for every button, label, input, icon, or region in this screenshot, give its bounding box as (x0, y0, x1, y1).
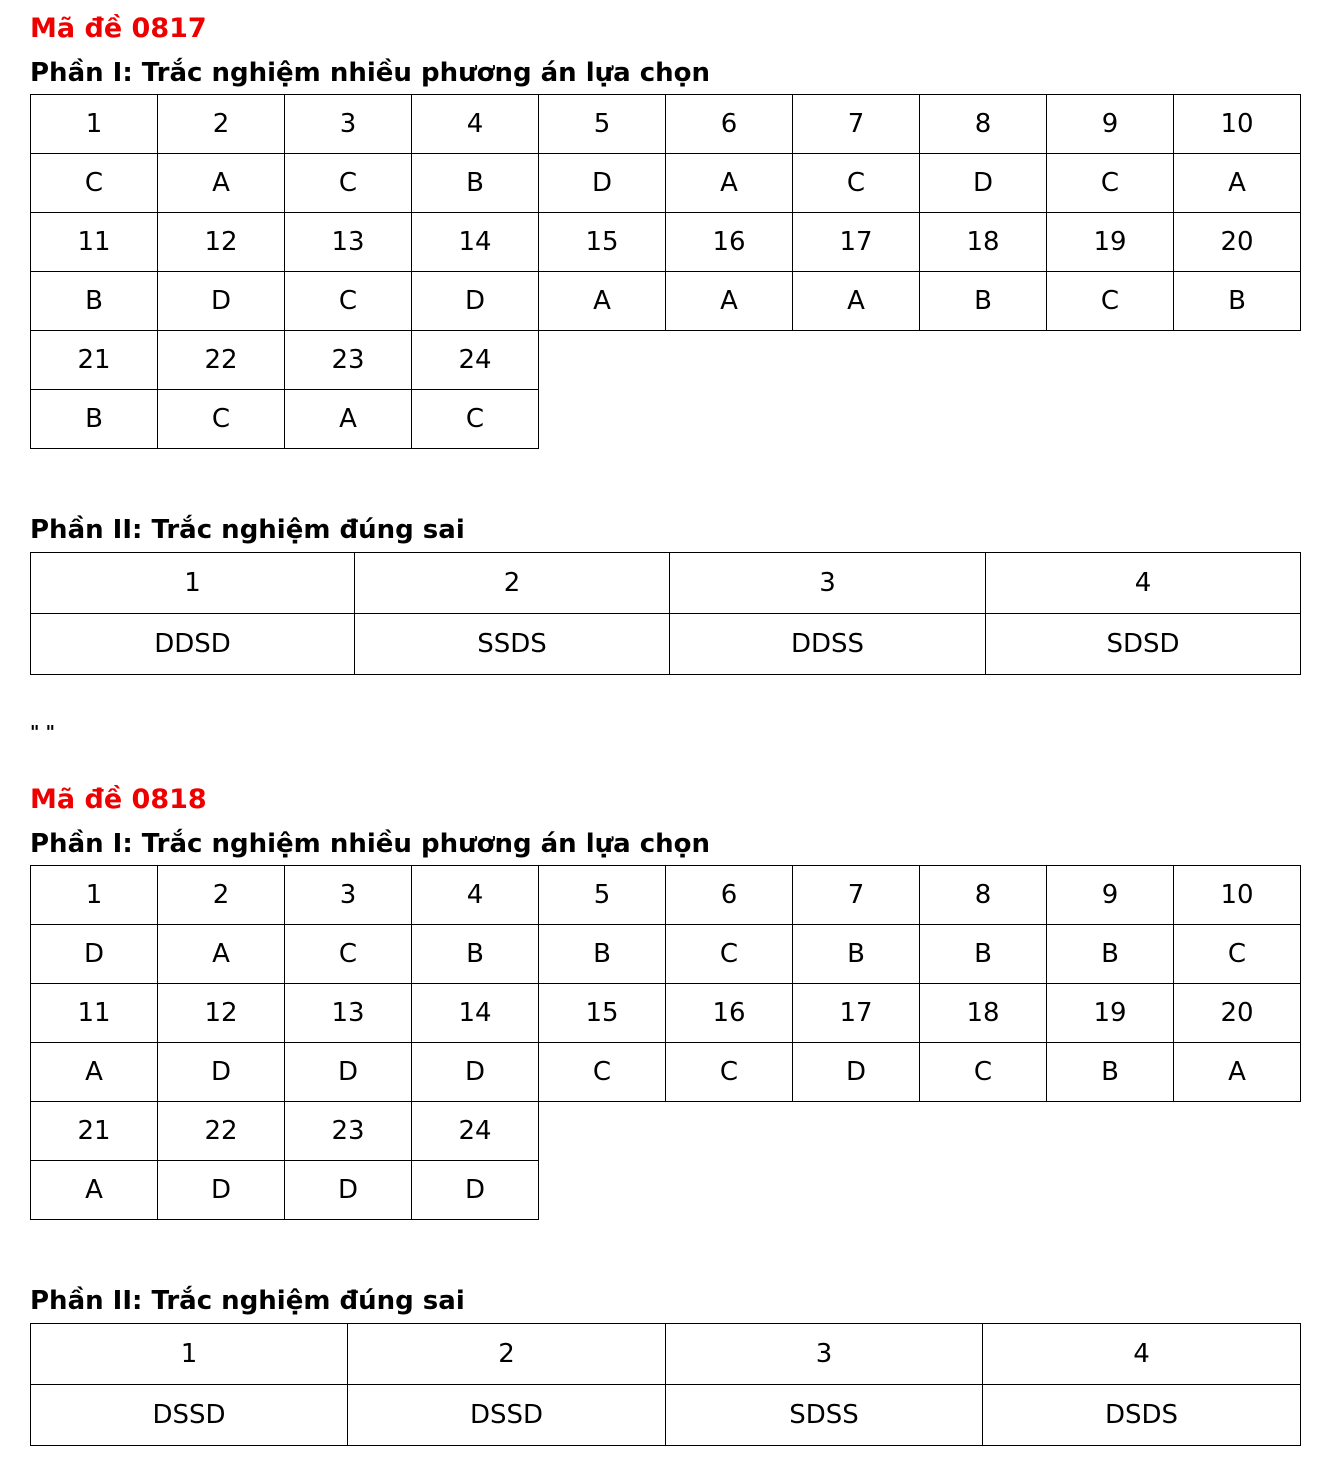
question-number-cell: 20 (1174, 984, 1301, 1043)
empty-cell (793, 331, 920, 390)
answer-cell: D (31, 925, 158, 984)
answer-cell: B (539, 925, 666, 984)
question-number-row (31, 553, 1301, 614)
empty-cell (920, 1161, 1047, 1220)
answer-cell: A (158, 154, 285, 213)
question-number-cell: 13 (285, 984, 412, 1043)
empty-cell (539, 1102, 666, 1161)
answer-cell: D (158, 1043, 285, 1102)
answer-cell: C (1047, 154, 1174, 213)
answer-row (31, 390, 1301, 449)
answer-cell: D (158, 1161, 285, 1220)
answer-row (31, 154, 1301, 213)
question-number-row (31, 1102, 1301, 1161)
question-number-cell: 8 (920, 866, 1047, 925)
answer-cell: B (793, 925, 920, 984)
question-number-cell: 7 (793, 866, 920, 925)
answer-row (31, 614, 1301, 675)
answer-cell: C (285, 925, 412, 984)
question-number-cell: 18 (920, 984, 1047, 1043)
answer-cell: DSSD (348, 1385, 666, 1446)
question-number-cell: 10 (1174, 866, 1301, 925)
question-number-cell: 1 (31, 553, 355, 614)
answer-cell: B (412, 925, 539, 984)
question-number-cell: 2 (158, 866, 285, 925)
empty-cell (666, 1102, 793, 1161)
answer-cell: C (285, 154, 412, 213)
question-number-cell: 6 (666, 866, 793, 925)
answer-cell: C (31, 154, 158, 213)
question-number-cell: 10 (1174, 95, 1301, 154)
answer-row (31, 1385, 1301, 1446)
answer-cell: B (920, 925, 1047, 984)
question-number-cell: 4 (412, 866, 539, 925)
question-number-cell: 23 (285, 331, 412, 390)
question-number-cell: 3 (285, 95, 412, 154)
question-number-cell: 4 (983, 1324, 1301, 1385)
question-number-cell: 1 (31, 1324, 348, 1385)
question-number-cell: 12 (158, 213, 285, 272)
question-number-cell: 4 (986, 553, 1301, 614)
answer-cell: D (920, 154, 1047, 213)
answer-cell: SDSS (666, 1385, 983, 1446)
empty-cell (539, 390, 666, 449)
part1-answer-table (30, 865, 1301, 1220)
empty-cell (1174, 1102, 1301, 1161)
question-number-cell: 15 (539, 213, 666, 272)
part1-title: Phần I: Trắc nghiệm nhiều phương án lựa chọn (30, 58, 711, 88)
answer-cell: C (666, 925, 793, 984)
question-number-cell: 3 (670, 553, 986, 614)
answer-cell: B (412, 154, 539, 213)
empty-cell (793, 1102, 920, 1161)
question-number-cell: 16 (666, 984, 793, 1043)
question-number-cell: 3 (666, 1324, 983, 1385)
answer-row (31, 1043, 1301, 1102)
answer-cell: A (666, 272, 793, 331)
answer-cell: C (920, 1043, 1047, 1102)
question-number-row (31, 984, 1301, 1043)
question-number-cell: 21 (31, 1102, 158, 1161)
answer-cell: A (1174, 1043, 1301, 1102)
answer-cell: B (1047, 1043, 1174, 1102)
answer-cell: SDSD (986, 614, 1301, 675)
empty-cell (1047, 331, 1174, 390)
empty-cell (920, 1102, 1047, 1161)
answer-row (31, 1161, 1301, 1220)
answer-cell: A (158, 925, 285, 984)
question-number-cell: 14 (412, 984, 539, 1043)
answer-cell: B (1174, 272, 1301, 331)
question-number-cell: 2 (355, 553, 670, 614)
question-number-row (31, 1324, 1301, 1385)
answer-cell: C (158, 390, 285, 449)
part2-title: Phần II: Trắc nghiệm đúng sai (30, 1286, 465, 1316)
answer-cell: A (539, 272, 666, 331)
answer-cell: DDSD (31, 614, 355, 675)
separator-text: " " (30, 722, 56, 743)
question-number-row (31, 213, 1301, 272)
empty-cell (1174, 331, 1301, 390)
answer-cell: A (1174, 154, 1301, 213)
empty-cell (920, 390, 1047, 449)
question-number-cell: 19 (1047, 984, 1174, 1043)
answer-cell: A (31, 1161, 158, 1220)
question-number-cell: 9 (1047, 95, 1174, 154)
question-number-cell: 4 (412, 95, 539, 154)
empty-cell (1174, 1161, 1301, 1220)
question-number-cell: 1 (31, 866, 158, 925)
question-number-cell: 3 (285, 866, 412, 925)
answer-cell: D (539, 154, 666, 213)
question-number-cell: 14 (412, 213, 539, 272)
empty-cell (666, 390, 793, 449)
answer-row (31, 925, 1301, 984)
question-number-cell: 5 (539, 866, 666, 925)
empty-cell (539, 331, 666, 390)
answer-cell: D (412, 1043, 539, 1102)
question-number-row (31, 95, 1301, 154)
empty-cell (1174, 390, 1301, 449)
answer-cell: C (539, 1043, 666, 1102)
answer-cell: B (31, 272, 158, 331)
question-number-cell: 9 (1047, 866, 1174, 925)
empty-cell (793, 1161, 920, 1220)
question-number-cell: 5 (539, 95, 666, 154)
answer-cell: A (793, 272, 920, 331)
question-number-cell: 23 (285, 1102, 412, 1161)
answer-cell: D (285, 1161, 412, 1220)
question-number-cell: 24 (412, 1102, 539, 1161)
empty-cell (666, 331, 793, 390)
answer-cell: DDSS (670, 614, 986, 675)
question-number-cell: 11 (31, 213, 158, 272)
question-number-cell: 22 (158, 331, 285, 390)
empty-cell (920, 331, 1047, 390)
empty-cell (1047, 390, 1174, 449)
answer-cell: D (158, 272, 285, 331)
part2-answer-table (30, 1323, 1301, 1446)
question-number-cell: 1 (31, 95, 158, 154)
question-number-cell: 13 (285, 213, 412, 272)
exam-code-title: Mã đề 0817 (30, 13, 207, 44)
part2-answer-table (30, 552, 1301, 675)
answer-cell: SSDS (355, 614, 670, 675)
empty-cell (1047, 1102, 1174, 1161)
answer-cell: A (31, 1043, 158, 1102)
empty-cell (1047, 1161, 1174, 1220)
answer-cell: C (793, 154, 920, 213)
answer-cell: C (285, 272, 412, 331)
answer-cell: C (666, 1043, 793, 1102)
answer-cell: A (285, 390, 412, 449)
exam-code-title: Mã đề 0818 (30, 784, 207, 815)
question-number-cell: 22 (158, 1102, 285, 1161)
answer-cell: A (666, 154, 793, 213)
question-number-cell: 2 (158, 95, 285, 154)
question-number-cell: 18 (920, 213, 1047, 272)
answer-cell: DSSD (31, 1385, 348, 1446)
question-number-cell: 12 (158, 984, 285, 1043)
empty-cell (666, 1161, 793, 1220)
question-number-cell: 16 (666, 213, 793, 272)
question-number-cell: 17 (793, 213, 920, 272)
question-number-row (31, 331, 1301, 390)
part1-answer-table (30, 94, 1301, 449)
question-number-cell: 15 (539, 984, 666, 1043)
answer-cell: B (1047, 925, 1174, 984)
empty-cell (539, 1161, 666, 1220)
answer-cell: D (285, 1043, 412, 1102)
part2-title: Phần II: Trắc nghiệm đúng sai (30, 515, 465, 545)
question-number-cell: 11 (31, 984, 158, 1043)
question-number-cell: 7 (793, 95, 920, 154)
question-number-cell: 21 (31, 331, 158, 390)
question-number-cell: 17 (793, 984, 920, 1043)
answer-cell: C (1047, 272, 1174, 331)
answer-cell: D (793, 1043, 920, 1102)
answer-cell: D (412, 1161, 539, 1220)
answer-cell: B (31, 390, 158, 449)
question-number-row (31, 866, 1301, 925)
answer-cell: B (920, 272, 1047, 331)
question-number-cell: 8 (920, 95, 1047, 154)
question-number-cell: 24 (412, 331, 539, 390)
question-number-cell: 2 (348, 1324, 666, 1385)
empty-cell (793, 390, 920, 449)
question-number-cell: 19 (1047, 213, 1174, 272)
answer-cell: C (412, 390, 539, 449)
answer-cell: D (412, 272, 539, 331)
question-number-cell: 20 (1174, 213, 1301, 272)
part1-title: Phần I: Trắc nghiệm nhiều phương án lựa chọn (30, 829, 711, 859)
question-number-cell: 6 (666, 95, 793, 154)
answer-cell: C (1174, 925, 1301, 984)
answer-row (31, 272, 1301, 331)
answer-cell: DSDS (983, 1385, 1301, 1446)
